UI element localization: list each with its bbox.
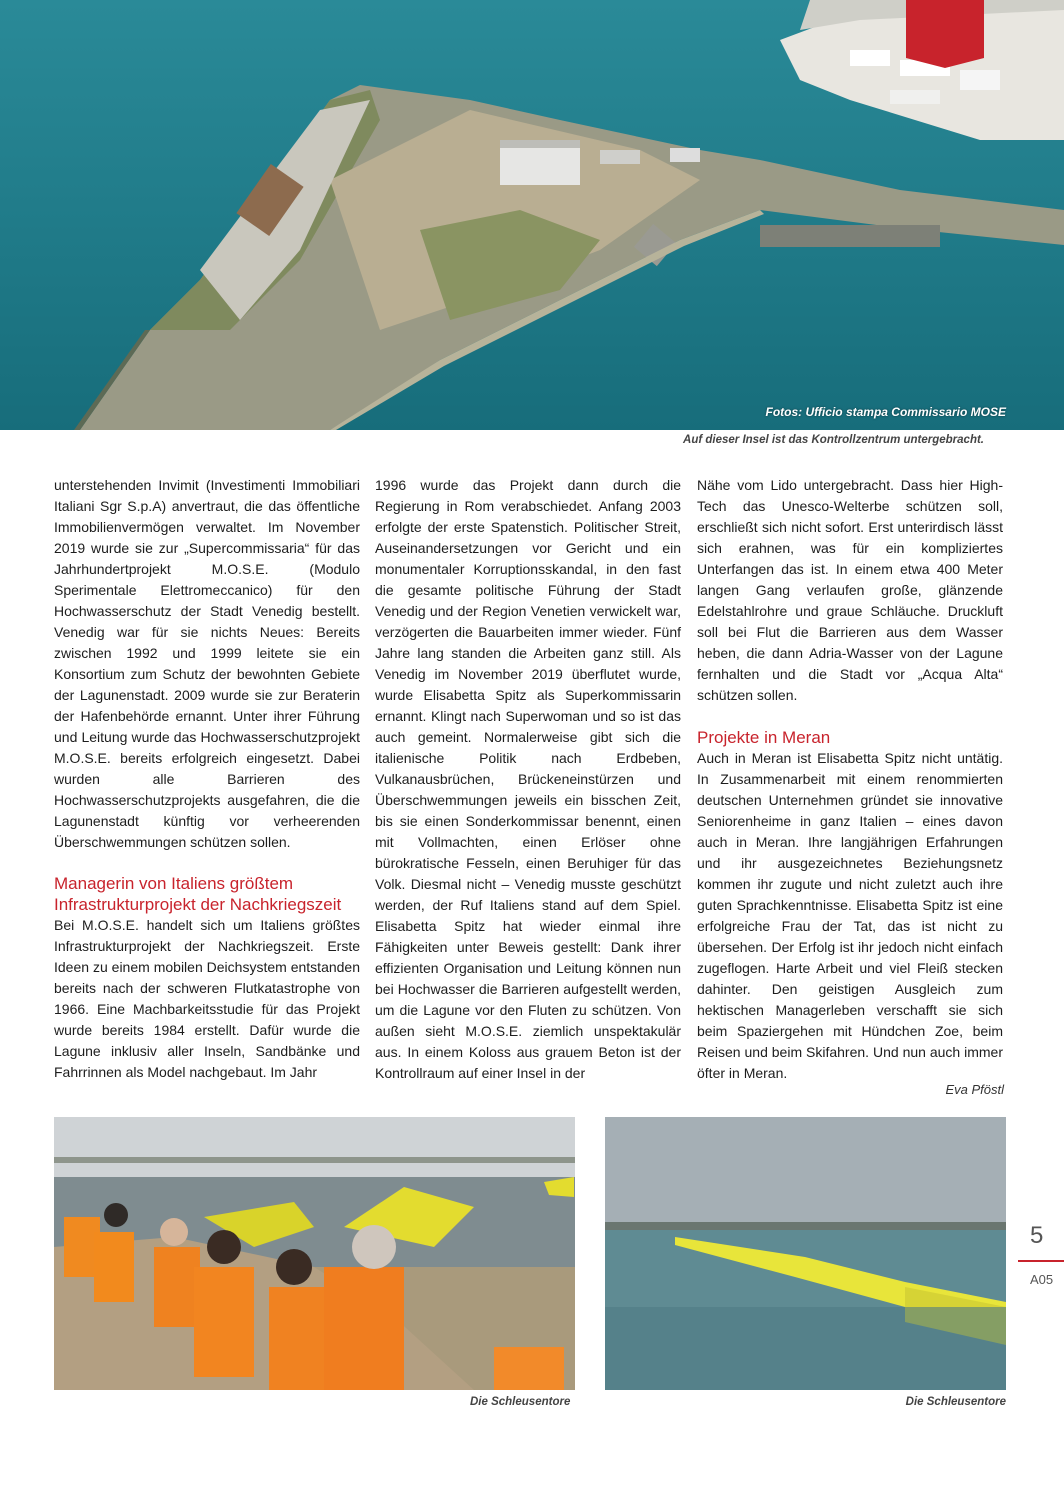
hero-photo xyxy=(0,0,1064,430)
section-tab xyxy=(906,0,984,58)
barrier-crowd-photo xyxy=(54,1117,575,1390)
page-divider xyxy=(1018,1260,1064,1262)
text-column-1 xyxy=(54,475,360,1083)
paragraph: Nähe vom Lido untergebracht. Dass hier High-Tech das Unesco-Welterbe schützen soll, erschließt sich nicht sofort. Erst unterirdisch lässt sich erahnen, was für ein kompliziertes Unterfangen das ist. In einem etwa 400 Meter langen Gang verlaufen große, glänzende Edelstahlrohre und graue Schläuche. Druckluft soll bei Flut die Barrieren aus dem Wasser heben, die dann Adria-Wasser von der Lagune fernhalten und die Stadt vor „Acqua Alta“ schützen sollen. xyxy=(697,477,1003,703)
photo-caption-right: Die Schleusentore xyxy=(905,1396,1006,1408)
hero-caption: Auf dieser Insel ist das Kontrollzentrum untergebracht. xyxy=(683,434,984,446)
island-aerial-illustration xyxy=(0,0,1064,430)
page-code: A05 xyxy=(1030,1272,1054,1287)
text-column-2 xyxy=(375,475,681,1084)
paragraph: Bei M.O.S.E. handelt sich um Italiens größtes Infrastrukturprojekt der Nachkriegszeit. Erste Ideen zu einem mobilen Deichsystem entstanden bereits nach der schweren Flutkatastrophe von 1966. Eine Machbarkeitsstudie für das Projekt wurde bereits 1984 erstellt. Dafür wurde die Lagune inklusiv aller Inseln, Sandbänke und Fahrrinnen als Model nachgebaut. Im Jahr xyxy=(54,917,360,1080)
photo-credit: Fotos: Ufficio stampa Commissario MOSE xyxy=(765,405,1006,419)
crowd-watching-barriers-illustration xyxy=(54,1117,575,1390)
raised-barriers-illustration xyxy=(605,1117,1006,1390)
paragraph: unterstehenden Invimit (Investimenti Immobiliari Italiani Sgr S.p.A) anvertraut, die das öffentliche Immobilienvermögen verwaltet. Im November 2019 wurde sie zur „Supercommissaria“ für das Jahrhundertprojekt M.O.S.E. (Modulo Sperimentale Elettromeccanico) für den Hochwasserschutz der Stadt Venedig bestellt. Venedig war für sie nichts Neues: Bereits zwischen 1992 und 1999 leitete sie ein Konsortium zum Schutz der bewohnten Gebiete der Lagunenstadt. 2009 wurde sie zur Beraterin der Hafenbehörde ernannt. Unter ihrer Führung und Leitung wurde das Hochwasserschutzprojekt M.O.S.E. bereits erfolgreich eingesetzt. Dabei wurden alle Barrieren des Hochwasserschutzprojekts ausgefahren, die die Lagunenstadt künftig vor verheerenden Überschwemmungen schützen sollen. xyxy=(54,477,360,850)
subheading: Projekte in Meran xyxy=(697,728,831,747)
page-number: 5 xyxy=(1030,1222,1044,1249)
paragraph: Auch in Meran ist Elisabetta Spitz nicht untätig. In Zusammenarbeit mit einem renommierten deutschen Unternehmen gründet sie innovative Seniorenheime in ganz Italien – eines davon auch in Meran. Ihre langjährigen Erfahrungen und ihr ausgezeichnetes Beziehungsnetz kommen ihr zugute und nicht zuletzt auch ihre guten Sprachkenntnisse. Elisabetta Spitz ist eine erfolgreiche Frau der Tat, das ist nicht zu übersehen. Der Erfolg ist ihr jedoch nicht einfach zugeflogen. Harte Arbeit und viel Fleiß stecken dahinter. Den geistigen Ausgleich zum hektischen Managerleben verschafft sie sich beim Spaziergehen mit Hündchen Zoe, beim Reisen und beim Skifahren. Und nun auch immer öfter in Meran. xyxy=(697,750,1003,1081)
photo-caption-left: Die Schleusentore xyxy=(470,1396,571,1408)
author-byline: Eva Pföstl xyxy=(945,1082,1004,1097)
subheading: Managerin von Italiens größtem Infrastrukturprojekt der Nachkriegszeit xyxy=(54,874,342,914)
barrier-water-photo xyxy=(605,1117,1006,1390)
text-column-3 xyxy=(697,475,1003,1084)
paragraph: 1996 wurde das Projekt dann durch die Regierung in Rom verabschiedet. Anfang 2003 erfolgte der erste Spatenstich. Politischer Streit, Auseinandersetzungen vor Gericht und ein monumentaler Korruptionsskandal, in den fast die gesamte politische Führung der Stadt Venedig und der Region Venetien verwickelt war, verzögerten die Bauarbeiten immer wieder. Fünf Jahre lang standen die Arbeiten ganz still. Als Venedig im November 2019 überflutet wurde, wurde Elisabetta Spitz als Superkommissarin ernannt. Klingt nach Superwoman und so ist das auch gemeint. Normalerweise gibt sich die italienische Politik nach Erdbeben, Vulkanausbrüchen, Brückeneinstürzen und Überschwemmungen jeweils ein bisschen Zeit, bis sie einen Sonderkommissar benennt, einen mit Vollmachten, einen Erlöser ohne bürokratische Fesseln, einen Beruhiger für das Volk. Diesmal nicht – Venedig musste geschützt werden, der Ruf Italiens stand auf dem Spiel. Elisabetta Spitz hat wieder einmal ihre Fähigkeiten unter Beweis gestellt: Dank ihrer effizienten Organisation und Leitung können nun bei Hochwasser die Barrieren aufgestellt werden, um die Lagune vor den Fluten zu schützen. Von außen sieht M.O.S.E. ziemlich unspektakulär aus. In einem Koloss aus grauem Beton ist der Kontrollraum auf einer Insel in der xyxy=(375,477,681,1081)
